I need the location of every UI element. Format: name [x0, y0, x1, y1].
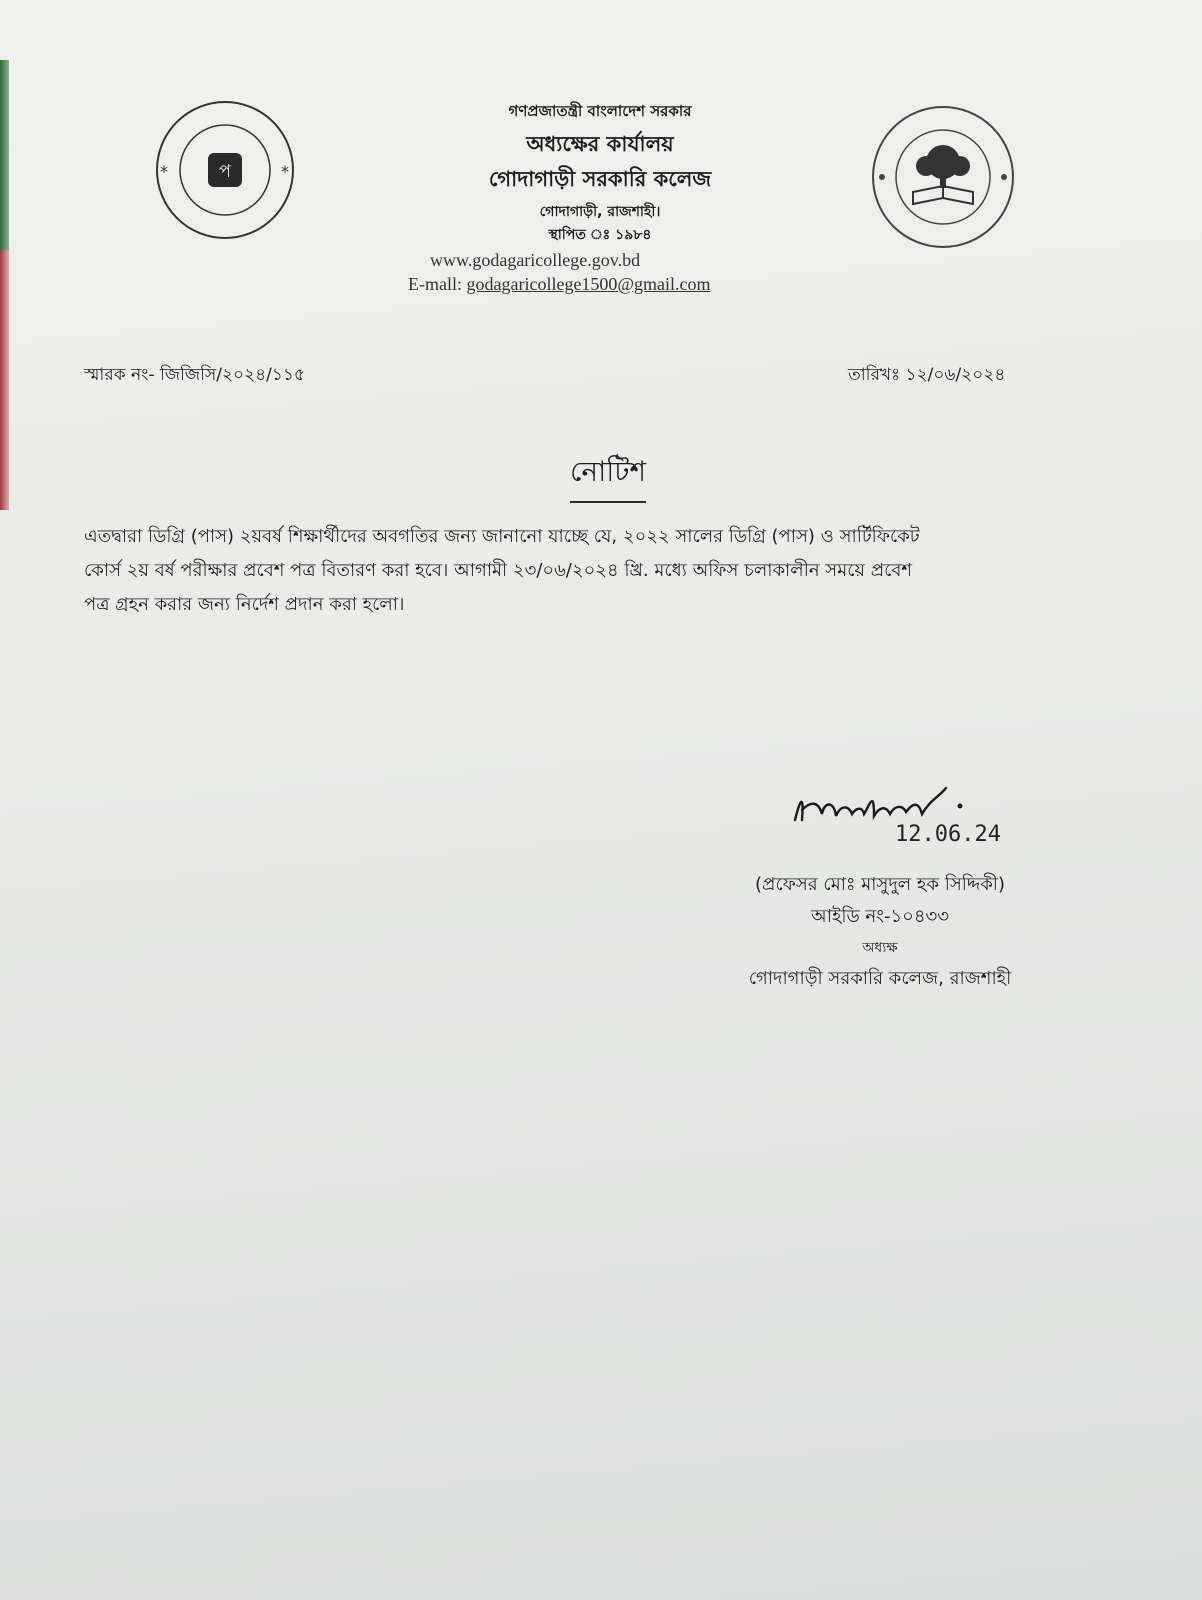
body-line: এতদ্বারা ডিগ্রি (পাস) ২য়বর্ষ শিক্ষার্থীদের অবগতির জন্য জানানো যাচ্ছে যে, ২০২২ সালের ডিগ্রি (পাস) ও সার্টিফিকেট: [84, 526, 920, 547]
address-line: গোদাগাড়ী, রাজশাহী।: [539, 204, 661, 220]
signatory-name: (প্রফেসর মোঃ মাসুদুল হক সিদ্দিকী): [755, 874, 1005, 895]
office-line: অধ্যক্ষের কার্যালয়: [526, 132, 674, 156]
edge-strip-green: [0, 60, 9, 250]
edge-strip-red: [0, 250, 9, 510]
svg-text:*: *: [160, 162, 168, 181]
notice-body: [84, 520, 1164, 622]
college-seal-icon: [150, 95, 300, 249]
college-name: গোদাগাড়ী সরকারি কলেজ: [488, 167, 712, 191]
signature-date: 12.06.24: [895, 822, 1001, 847]
government-line: গণপ্রজাতন্ত্রী বাংলাদেশ সরকার: [508, 102, 692, 120]
signatory-institution: গোদাগাড়ী সরকারি কলেজ, রাজশাহী: [748, 968, 1012, 989]
email-label: E-mall:: [408, 274, 462, 294]
notice-date: তারিখঃ ১২/০৬/২০২৪: [848, 365, 1006, 385]
svg-text:প: প: [218, 161, 232, 182]
memo-number: স্মারক নং- জিজিসি/২০২৪/১১৫: [84, 365, 305, 385]
signatory-id: আইডি নং-১০৪৩৩: [811, 906, 949, 927]
body-line: পত্র গ্রহন করার জন্য নির্দেশ প্রদান করা হলো।: [84, 594, 405, 615]
website-link[interactable]: www.godagaricollege.gov.bd: [430, 250, 641, 270]
email-line: [408, 274, 711, 295]
book-tree-seal-icon: [868, 102, 1018, 256]
body-line: কোর্স ২য় বর্ষ পরীক্ষার প্রবেশ পত্র বিতারণ করা হবে। আগামী ২৩/০৬/২০২৪ খ্রি. মধ্যে অফিস চলাকালীন সময়ে প্রবেশ: [84, 560, 913, 581]
letterhead: [380, 0, 820, 243]
established-line: স্থাপিত ঃ ১৯৮৪: [548, 227, 652, 243]
svg-text:*: *: [281, 162, 289, 181]
email-link[interactable]: godagaricollege1500@gmail.com: [466, 274, 711, 294]
notice-title: নোটিশ: [570, 450, 646, 503]
signatory-designation: অধ্যক্ষ: [862, 940, 898, 956]
